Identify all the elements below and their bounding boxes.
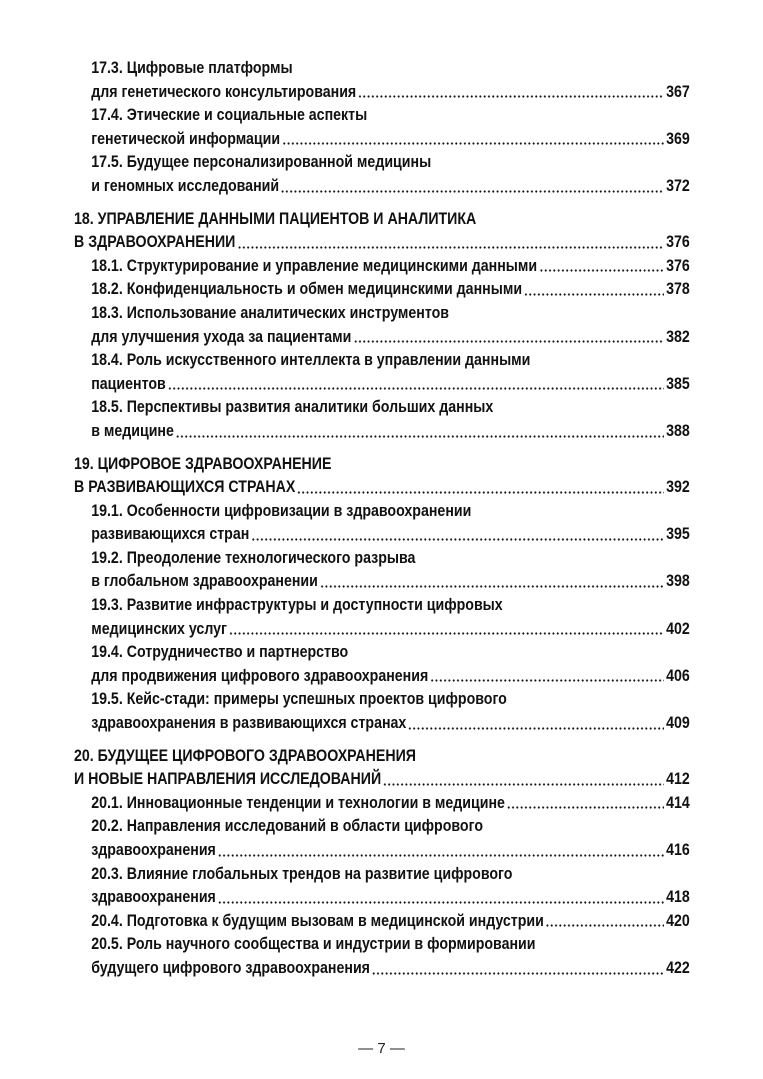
toc-line xyxy=(91,792,690,816)
page-number: — 7 — xyxy=(358,1040,405,1057)
toc-page-number: 367 xyxy=(666,82,690,101)
toc-entry-text: в медицине xyxy=(91,421,174,440)
dot-leader xyxy=(507,806,665,809)
toc-entry-text: 18.4. Роль искусственного интеллекта в управлении данными xyxy=(91,351,531,370)
toc-entry-text: В РАЗВИВАЮЩИХСЯ СТРАНАХ xyxy=(74,478,296,497)
toc-line xyxy=(91,373,690,397)
toc-entry-text: И НОВЫЕ НАПРАВЛЕНИЯ ИССЛЕДОВАНИЙ xyxy=(74,770,382,789)
dot-leader xyxy=(358,95,664,98)
toc-section-entry xyxy=(74,349,690,396)
table-of-contents xyxy=(74,57,690,981)
dot-leader xyxy=(218,854,665,857)
toc-entry-text: развивающихся стран xyxy=(91,525,250,544)
toc-page-number: 406 xyxy=(666,666,690,685)
toc-entry-text: 20.3. Влияние глобальных трендов на развитие цифрового xyxy=(91,864,513,883)
dot-leader xyxy=(430,679,664,682)
toc-section-entry xyxy=(74,57,690,104)
toc-section-entry xyxy=(74,500,690,547)
toc-page-number: 418 xyxy=(666,888,690,907)
toc-entry-text: В ЗДРАВООХРАНЕНИИ xyxy=(74,233,236,252)
toc-entry-text: 18.3. Использование аналитических инструментов xyxy=(91,303,450,322)
dot-leader xyxy=(229,632,665,635)
toc-section-entry xyxy=(74,641,690,688)
toc-page-number: 372 xyxy=(666,176,690,195)
toc-line xyxy=(91,863,690,887)
dot-leader xyxy=(353,340,664,343)
toc-entry-text: 20. БУДУЩЕЕ ЦИФРОВОГО ЗДРАВООХРАНЕНИЯ xyxy=(74,746,417,765)
toc-entry-text: здравоохранения xyxy=(91,888,216,907)
toc-page-number: 416 xyxy=(666,841,690,859)
toc-entry-text: 19.1. Особенности цифровизации в здравоохранении xyxy=(91,501,472,520)
toc-entry-text: 20.2. Направления исследований в области цифрового xyxy=(91,817,483,836)
toc-entry-text: 18. УПРАВЛЕНИЕ ДАННЫМИ ПАЦИЕНТОВ И АНАЛИТИКА xyxy=(74,209,477,228)
toc-line xyxy=(91,839,690,863)
dot-leader xyxy=(408,727,664,730)
toc-section-entry xyxy=(74,863,690,910)
toc-line xyxy=(91,957,690,981)
toc-line xyxy=(91,618,690,642)
toc-section-entry xyxy=(74,933,690,980)
toc-line xyxy=(91,933,690,957)
dot-leader xyxy=(218,901,665,904)
toc-page-number: 395 xyxy=(666,525,690,544)
toc-entry-text: для продвижения цифрового здравоохранения xyxy=(91,666,429,685)
toc-page-number: 412 xyxy=(666,770,690,789)
toc-line xyxy=(91,523,690,547)
toc-line xyxy=(91,81,690,105)
toc-entry-text: 20.5. Роль научного сообщества и индустрии в формировании xyxy=(91,935,536,954)
toc-page-number: 385 xyxy=(666,374,690,393)
toc-line xyxy=(91,255,690,279)
toc-line xyxy=(91,641,690,665)
dot-leader xyxy=(251,538,664,541)
dot-leader xyxy=(539,269,665,272)
dot-leader xyxy=(281,190,665,193)
toc-entry-text: генетической информации xyxy=(91,129,281,148)
toc-line xyxy=(91,688,690,712)
toc-page-number: 369 xyxy=(666,129,690,148)
toc-entry-text: 19.2. Преодоление технологического разрыва xyxy=(91,548,416,567)
toc-page-number: 378 xyxy=(666,280,690,299)
toc-entry-text: 19.5. Кейс-стади: примеры успешных проектов цифрового xyxy=(91,690,507,709)
toc-line xyxy=(91,151,690,175)
dot-leader xyxy=(176,435,665,438)
toc-line xyxy=(91,278,690,302)
toc-line xyxy=(91,594,690,618)
toc-entry-text: для улучшения ухода за пациентами xyxy=(91,327,352,346)
toc-line xyxy=(74,208,690,232)
toc-line xyxy=(91,547,690,571)
toc-entry-text: в глобальном здравоохранении xyxy=(91,572,318,591)
toc-entry-text: 20.4. Подготовка к будущим вызовам в медицинской индустрии xyxy=(91,911,544,930)
dot-leader xyxy=(297,491,664,494)
toc-page-number: 398 xyxy=(666,572,690,591)
toc-entry-text: 17.5. Будущее персонализированной медицины xyxy=(91,153,432,172)
toc-page-number: 409 xyxy=(666,714,690,733)
toc-entry-text: здравоохранения в развивающихся странах xyxy=(91,714,407,733)
toc-section-entry xyxy=(74,792,690,816)
toc-page-number: 420 xyxy=(666,911,690,930)
dot-leader xyxy=(237,246,664,249)
toc-entry-text: 18.5. Перспективы развития аналитики больших данных xyxy=(91,398,494,417)
toc-line xyxy=(74,453,690,477)
toc-line xyxy=(91,349,690,373)
toc-chapter-entry xyxy=(74,208,690,255)
dot-leader xyxy=(372,972,665,975)
toc-section-entry xyxy=(74,815,690,862)
toc-section-entry xyxy=(74,688,690,735)
toc-line xyxy=(91,326,690,350)
toc-page-number: 392 xyxy=(666,478,690,497)
toc-chapter-entry xyxy=(74,453,690,500)
dot-leader xyxy=(546,924,665,927)
toc-page-number: 376 xyxy=(666,233,690,252)
toc-page-number: 382 xyxy=(666,327,690,346)
toc-line xyxy=(91,570,690,594)
toc-section-entry xyxy=(74,255,690,279)
toc-entry-text: 17.3. Цифровые платформы xyxy=(91,59,293,77)
toc-entry-text: 17.4. Этические и социальные аспекты xyxy=(91,106,368,125)
dot-leader xyxy=(524,293,665,296)
toc-line xyxy=(91,302,690,326)
dot-leader xyxy=(320,585,665,588)
toc-line xyxy=(74,745,690,769)
toc-page-number: 422 xyxy=(666,958,690,977)
toc-section-entry xyxy=(74,594,690,641)
toc-line xyxy=(91,500,690,524)
toc-entry-text: будущего цифрового здравоохранения xyxy=(91,958,370,977)
toc-line xyxy=(91,910,690,934)
dot-leader xyxy=(282,142,665,145)
toc-page-number: 402 xyxy=(666,619,690,638)
toc-chapter-entry xyxy=(74,745,690,792)
toc-entry-text: здравоохранения xyxy=(91,841,216,859)
toc-entry-text: и геномных исследований xyxy=(91,176,280,195)
toc-section-entry xyxy=(74,104,690,151)
toc-page-number: 376 xyxy=(666,256,690,275)
toc-page-number: 414 xyxy=(666,793,690,812)
toc-entry-text: 19.3. Развитие инфраструктуры и доступности цифровых xyxy=(91,596,503,615)
toc-entry-text: 19. ЦИФРОВОЕ ЗДРАВООХРАНЕНИЕ xyxy=(74,454,332,473)
dot-leader xyxy=(383,783,664,786)
toc-section-entry xyxy=(74,910,690,934)
toc-line xyxy=(91,886,690,910)
toc-entry-text: 19.4. Сотрудничество и партнерство xyxy=(91,643,349,662)
toc-list xyxy=(74,57,690,981)
dot-leader xyxy=(167,387,664,390)
toc-line xyxy=(91,815,690,839)
toc-section-entry xyxy=(74,278,690,302)
toc-line xyxy=(91,128,690,152)
toc-line xyxy=(91,665,690,689)
toc-section-entry xyxy=(74,547,690,594)
toc-line xyxy=(91,104,690,128)
toc-entry-text: медицинских услуг xyxy=(91,619,227,638)
toc-line xyxy=(74,231,690,255)
toc-section-entry xyxy=(74,151,690,198)
toc-section-entry xyxy=(74,396,690,443)
toc-entry-text: для генетического консультирования xyxy=(91,82,357,101)
toc-line xyxy=(91,396,690,420)
toc-entry-text: 18.2. Конфиденциальность и обмен медицинскими данными xyxy=(91,280,523,299)
toc-page-number: 388 xyxy=(666,421,690,440)
toc-entry-text: 18.1. Структурирование и управление медицинскими данными xyxy=(91,256,538,275)
toc-line xyxy=(91,57,690,81)
toc-line xyxy=(74,476,690,500)
toc-line xyxy=(91,420,690,444)
toc-section-entry xyxy=(74,302,690,349)
toc-line xyxy=(91,712,690,736)
toc-entry-text: пациентов xyxy=(91,374,166,393)
toc-line xyxy=(91,175,690,199)
toc-entry-text: 20.1. Инновационные тенденции и технологии в медицине xyxy=(91,793,505,812)
toc-line xyxy=(74,768,690,792)
